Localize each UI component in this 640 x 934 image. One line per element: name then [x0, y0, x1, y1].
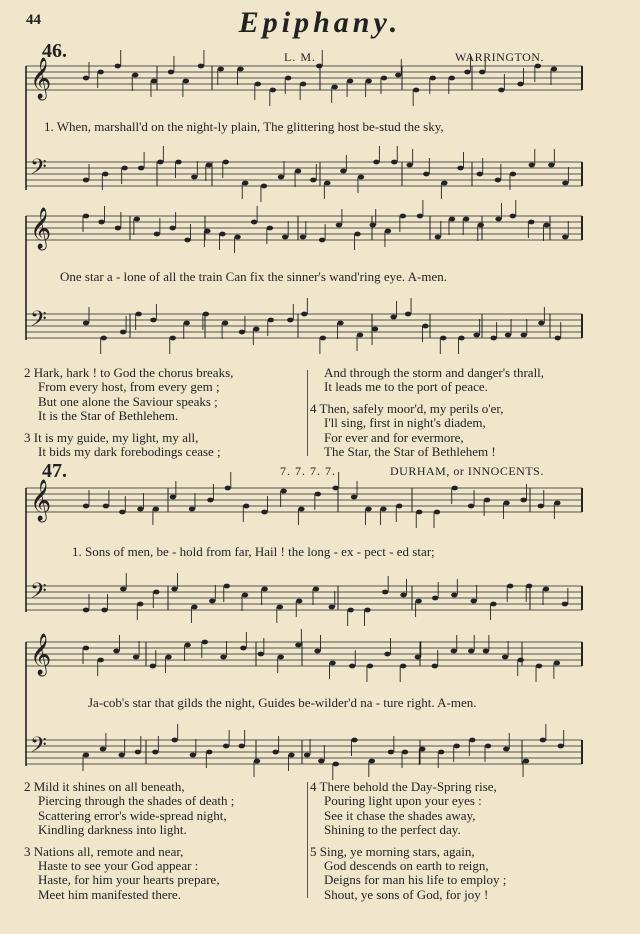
note-head	[103, 504, 109, 509]
verse-line: I'll sing, first in night's diadem,	[324, 415, 486, 431]
note-head	[219, 232, 225, 237]
note-head	[132, 73, 138, 78]
verse-block-left	[24, 780, 234, 909]
note-head	[304, 753, 310, 758]
note-head	[554, 661, 560, 666]
note-head	[170, 336, 176, 341]
hymn-meter: 7. 7. 7. 7.	[280, 464, 336, 478]
note-head	[98, 220, 104, 225]
note-head	[300, 235, 306, 240]
note-head	[320, 336, 326, 341]
note-head	[295, 643, 301, 648]
note-head	[150, 664, 156, 669]
note-head	[170, 495, 176, 500]
note-head	[83, 504, 89, 509]
note-head	[422, 324, 428, 329]
note-head	[347, 79, 353, 84]
note-head	[298, 507, 304, 512]
note-head	[189, 507, 195, 512]
verse-line: For ever and for evermore,	[324, 429, 464, 445]
note-head	[83, 178, 89, 183]
note-head	[329, 605, 335, 610]
note-head	[554, 501, 560, 506]
note-head	[102, 172, 108, 177]
column-divider	[307, 782, 308, 898]
note-head	[100, 747, 106, 752]
note-head	[333, 762, 339, 767]
note-head	[191, 605, 197, 610]
note-head	[318, 759, 324, 764]
note-head	[223, 160, 229, 165]
verse	[310, 780, 506, 838]
bass-clef-icon: 𝄢	[30, 579, 47, 609]
note-head	[138, 166, 144, 171]
note-head	[523, 759, 529, 764]
note-head	[83, 753, 89, 758]
note-head	[479, 70, 485, 75]
note-head	[237, 67, 243, 72]
note-head	[184, 643, 190, 648]
note-head	[365, 79, 371, 84]
note-head	[225, 486, 231, 491]
verse-block-right	[310, 366, 544, 466]
note-head	[434, 510, 440, 515]
verse-line: God descends on earth to reign,	[324, 858, 489, 874]
note-head	[258, 652, 264, 657]
note-head	[316, 64, 322, 69]
note-head	[133, 655, 139, 660]
note-head	[357, 333, 363, 338]
note-head	[255, 82, 261, 87]
note-head	[562, 602, 568, 607]
note-head	[485, 744, 491, 749]
verse-line: Shout, ye sons of God, for joy !	[324, 886, 489, 902]
verse	[310, 402, 544, 460]
note-head	[457, 166, 463, 171]
note-head	[190, 753, 196, 758]
note-head	[365, 507, 371, 512]
lyric-line: One star a - lone of all the train Can fix the sinner's wand'ring eye. A-men.	[60, 269, 447, 284]
note-head	[253, 327, 259, 332]
lyric-line: 1. Sons of men, be - hold from far, Hail ! the long - ex - pect - ed star;	[72, 544, 435, 559]
note-head	[490, 336, 496, 341]
note-head	[332, 486, 338, 491]
note-head	[543, 587, 549, 592]
note-head	[405, 312, 411, 317]
treble-clef-icon: 𝄞	[30, 634, 52, 675]
note-head	[435, 235, 441, 240]
verse-line: From every host, from every gem ;	[38, 379, 220, 395]
note-head	[261, 510, 267, 515]
bass-clef-icon: 𝄢	[30, 155, 47, 185]
note-head	[137, 507, 143, 512]
note-head	[118, 753, 124, 758]
note-head	[120, 587, 126, 592]
note-head	[202, 640, 208, 645]
verse-line: 2 Hark, hark ! to God the chorus breaks,	[24, 365, 234, 380]
note-head	[83, 214, 89, 219]
note-head	[150, 318, 156, 323]
verse-block-right	[310, 780, 506, 909]
note-head	[468, 649, 474, 654]
note-head	[224, 584, 230, 589]
note-head	[369, 759, 375, 764]
note-head	[120, 330, 126, 335]
note-head	[543, 223, 549, 228]
note-head	[157, 160, 163, 165]
note-head	[97, 70, 103, 75]
note-head	[198, 64, 204, 69]
note-head	[340, 169, 346, 174]
note-head	[449, 217, 455, 222]
note-head	[419, 747, 425, 752]
note-head	[381, 76, 387, 81]
note-head	[538, 321, 544, 326]
note-head	[242, 593, 248, 598]
note-head	[331, 85, 337, 90]
note-head	[535, 64, 541, 69]
note-head	[372, 327, 378, 332]
note-head	[551, 67, 557, 72]
note-head	[520, 498, 526, 503]
note-head	[391, 160, 397, 165]
note-head	[451, 649, 457, 654]
note-head	[121, 166, 127, 171]
bass-clef-icon: 𝄢	[30, 307, 47, 337]
note-head	[324, 181, 330, 186]
note-head	[183, 79, 189, 84]
note-head	[400, 593, 406, 598]
note-head	[505, 333, 511, 338]
note-head	[441, 181, 447, 186]
note-head	[135, 750, 141, 755]
note-head	[413, 88, 419, 93]
note-head	[319, 238, 325, 243]
note-head	[370, 223, 376, 228]
note-head	[367, 664, 373, 669]
note-head	[238, 744, 244, 749]
treble-clef-icon: 𝄞	[30, 208, 52, 249]
note-head	[390, 315, 396, 320]
note-head	[261, 184, 267, 189]
verse-line: Shining to the perfect day.	[324, 822, 461, 838]
note-head	[358, 175, 364, 180]
note-head	[222, 321, 228, 326]
note-head	[336, 223, 342, 228]
note-head	[464, 70, 470, 75]
verse-line: Piercing through the shades of death ;	[38, 793, 235, 809]
note-head	[270, 88, 276, 93]
verse	[24, 366, 233, 424]
note-head	[153, 590, 159, 595]
note-head	[184, 321, 190, 326]
note-head	[223, 744, 229, 749]
note-head	[562, 181, 568, 186]
treble-clef-icon: 𝄞	[30, 58, 52, 99]
note-head	[165, 655, 171, 660]
note-head	[477, 172, 483, 177]
verse-line: The Star, the Star of Bethlehem !	[324, 444, 496, 460]
note-head	[507, 584, 513, 589]
note-head	[562, 235, 568, 240]
note-head	[468, 504, 474, 509]
note-head	[432, 596, 438, 601]
note-head	[529, 163, 535, 168]
verse-line: Deigns for man his life to employ ;	[324, 872, 507, 888]
treble-clef-icon: 𝄞	[30, 480, 52, 521]
note-head	[451, 593, 457, 598]
note-head	[267, 226, 273, 231]
note-head	[484, 498, 490, 503]
note-head	[296, 599, 302, 604]
note-head	[510, 214, 516, 219]
note-head	[137, 602, 143, 607]
note-head	[168, 70, 174, 75]
note-head	[153, 507, 159, 512]
note-head	[415, 599, 421, 604]
note-head	[310, 178, 316, 183]
note-head	[83, 608, 89, 613]
note-head	[526, 584, 532, 589]
verse	[24, 431, 233, 460]
note-head	[473, 333, 479, 338]
note-head	[261, 587, 267, 592]
note-head	[206, 163, 212, 168]
note-head	[151, 79, 157, 84]
verse-line: Meet him manifested there.	[38, 886, 181, 902]
lyric-line: Ja-cob's star that gilds the night, Guides be-wilder'd na - ture right. A-men.	[88, 695, 477, 710]
note-head	[373, 160, 379, 165]
note-head	[329, 661, 335, 666]
note-head	[555, 336, 561, 341]
verse-line: See it chase the shades away,	[324, 807, 476, 823]
note-head	[314, 649, 320, 654]
note-head	[300, 82, 306, 87]
note-head	[152, 750, 158, 755]
note-head	[135, 312, 141, 317]
note-head	[406, 163, 412, 168]
note-head	[113, 649, 119, 654]
note-head	[171, 738, 177, 743]
note-head	[83, 646, 89, 651]
note-head	[295, 169, 301, 174]
verse-line: It is the Star of Bethlehem.	[38, 408, 179, 424]
note-head	[351, 495, 357, 500]
note-head	[154, 232, 160, 237]
lyric-line: 1. When, marshall'd on the night-ly plain, The glittering host be-stud the sky,	[44, 119, 444, 134]
note-head	[536, 664, 542, 669]
note-head	[184, 238, 190, 243]
note-head	[364, 608, 370, 613]
note-head	[470, 599, 476, 604]
note-head	[417, 214, 423, 219]
verse-line: Pouring light upon your eyes :	[324, 793, 482, 809]
note-head	[239, 330, 245, 335]
note-head	[521, 333, 527, 338]
note-head	[503, 747, 509, 752]
note-head	[495, 178, 501, 183]
note-head	[415, 655, 421, 660]
note-head	[351, 738, 357, 743]
note-head	[83, 321, 89, 326]
note-head	[469, 738, 475, 743]
note-head	[171, 587, 177, 592]
note-head	[191, 175, 197, 180]
verse	[310, 845, 506, 903]
note-head	[452, 486, 458, 491]
note-head	[243, 504, 249, 509]
note-head	[207, 498, 213, 503]
note-head	[349, 664, 355, 669]
note-head	[240, 646, 246, 651]
note-head	[301, 312, 307, 317]
note-head	[98, 658, 104, 663]
note-head	[313, 587, 319, 592]
verse-line: Kindling darkness into light.	[38, 822, 187, 838]
note-head	[416, 510, 422, 515]
note-head	[454, 744, 460, 749]
note-head	[101, 336, 107, 341]
note-head	[432, 664, 438, 669]
verse-line: Haste to see your God appear :	[38, 858, 199, 874]
note-head	[175, 160, 181, 165]
note-head	[234, 235, 240, 240]
note-head	[385, 229, 391, 234]
note-head	[83, 76, 89, 81]
note-head	[169, 226, 175, 231]
note-head	[503, 501, 509, 506]
note-head	[518, 658, 524, 663]
note-head	[495, 217, 501, 222]
verse-line: 2 Mild it shines on all beneath,	[24, 779, 185, 794]
note-head	[278, 175, 284, 180]
tune-name: WARRINGTON.	[455, 50, 544, 64]
note-head	[490, 602, 496, 607]
note-head	[510, 172, 516, 177]
note-head	[209, 599, 215, 604]
note-head	[204, 229, 210, 234]
note-head	[528, 220, 534, 225]
note-head	[203, 312, 209, 317]
note-head	[382, 590, 388, 595]
note-head	[337, 321, 343, 326]
note-head	[251, 220, 257, 225]
note-head	[463, 217, 469, 222]
note-head	[423, 172, 429, 177]
note-head	[538, 504, 544, 509]
verse-line: 4 Then, safely moor'd, my perils o'er,	[310, 400, 504, 416]
verse	[24, 780, 234, 838]
note-head	[430, 76, 436, 81]
note-head	[478, 223, 484, 228]
verse-block-left	[24, 366, 233, 466]
note-head	[115, 64, 121, 69]
verse-line: 3 It is my guide, my light, my all,	[24, 429, 199, 445]
note-head	[101, 608, 107, 613]
note-head	[285, 76, 291, 81]
verse-line: 5 Sing, ye morning stars, again,	[310, 843, 475, 859]
page-number: 44	[26, 12, 41, 28]
note-head	[438, 750, 444, 755]
note-head	[288, 753, 294, 758]
note-head	[287, 318, 293, 323]
verse-line: It bids my dark forebodings cease ;	[38, 444, 221, 460]
hymn-number: 46.	[42, 40, 67, 62]
note-head	[218, 67, 224, 72]
note-head	[254, 759, 260, 764]
note-head	[278, 655, 284, 660]
note-head	[347, 608, 353, 613]
verse	[24, 845, 234, 903]
note-head	[400, 214, 406, 219]
note-head	[282, 235, 288, 240]
verse-line: It leads me to the port of peace.	[324, 379, 488, 395]
hymn-meter: L. M.	[284, 50, 316, 64]
note-head	[354, 232, 360, 237]
note-head	[440, 336, 446, 341]
note-head	[540, 738, 546, 743]
tune-name: DURHAM, or INNOCENTS.	[390, 464, 544, 478]
note-head	[395, 73, 401, 78]
verse-line: Scattering error's wide-spread night,	[38, 807, 227, 823]
note-head	[134, 217, 140, 222]
verse-line: And through the storm and danger's thrall,	[324, 365, 545, 380]
note-head	[242, 181, 248, 186]
column-divider	[307, 370, 308, 456]
bass-clef-icon: 𝄢	[30, 733, 47, 763]
note-head	[402, 750, 408, 755]
note-head	[277, 605, 283, 610]
note-head	[396, 504, 402, 509]
note-head	[206, 750, 212, 755]
note-head	[400, 664, 406, 669]
note-head	[458, 336, 464, 341]
note-head	[558, 744, 564, 749]
verse-line: Haste, for him your hearts prepare,	[38, 872, 220, 888]
note-head	[115, 226, 121, 231]
note-head	[268, 318, 274, 323]
verse-line: 4 There behold the Day-Spring rise,	[310, 779, 497, 794]
note-head	[517, 82, 523, 87]
note-head	[498, 88, 504, 93]
note-head	[384, 652, 390, 657]
verse-line: But one alone the Saviour speaks ;	[38, 393, 218, 409]
note-head	[548, 163, 554, 168]
hymn-number: 47.	[42, 460, 67, 482]
note-head	[119, 510, 125, 515]
note-head	[280, 489, 286, 494]
note-head	[449, 76, 455, 81]
verse	[310, 366, 544, 395]
page-title: Epiphany.	[238, 6, 402, 39]
note-head	[220, 655, 226, 660]
note-head	[388, 750, 394, 755]
verse-line: 3 Nations all, remote and near,	[24, 843, 184, 859]
note-head	[380, 507, 386, 512]
note-head	[483, 649, 489, 654]
note-head	[502, 655, 508, 660]
note-head	[272, 750, 278, 755]
note-head	[315, 492, 321, 497]
